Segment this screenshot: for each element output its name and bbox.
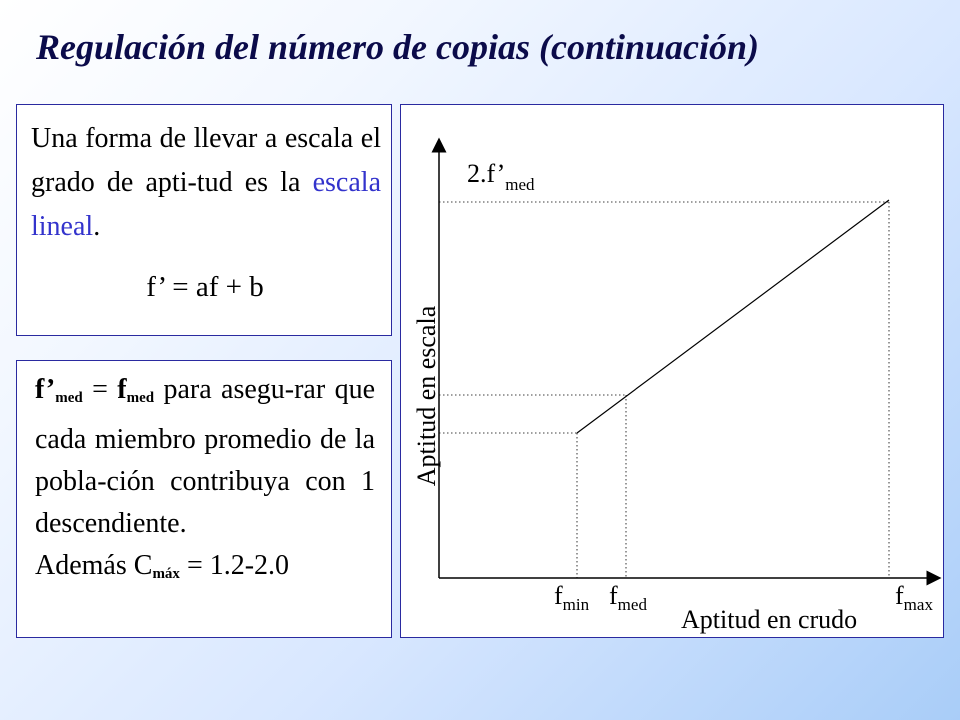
mean-condition-body: para asegu-rar que cada miembro promedio de la pobla-ción contribuya con 1 descendiente. bbox=[35, 374, 375, 539]
y-top-subscript: med bbox=[505, 175, 535, 194]
y-top-label bbox=[467, 159, 535, 195]
fmin-label bbox=[554, 581, 589, 615]
fmax-symbol: f bbox=[895, 581, 904, 610]
cmax-prefix: Además C bbox=[35, 550, 153, 581]
scaling-line bbox=[577, 200, 889, 433]
f-med-symbol: f bbox=[117, 374, 127, 405]
linear-scaling-intro: Una forma de llevar a escala el grado de apti-tud es la bbox=[31, 123, 381, 198]
linear-scaling-text bbox=[31, 117, 381, 249]
cmax-subscript: máx bbox=[152, 566, 180, 582]
fmin-subscript: min bbox=[562, 595, 590, 614]
linear-scaling-term: escala lineal bbox=[31, 167, 381, 242]
f-med-subscript: med bbox=[126, 390, 155, 406]
fmed-symbol: f bbox=[609, 581, 618, 610]
fmax-subscript: max bbox=[903, 595, 933, 614]
page-title: Regulación del número de copias (continuación) bbox=[36, 27, 760, 67]
fprime-med-symbol: f’ bbox=[35, 374, 56, 405]
mean-condition-text bbox=[35, 369, 375, 595]
fmin-symbol: f bbox=[554, 581, 563, 610]
fmed-subscript: med bbox=[617, 595, 647, 614]
linear-scaling-period: . bbox=[93, 211, 101, 242]
y-axis-label: Aptitud en escala bbox=[412, 305, 441, 487]
cmax-value: = 1.2-2.0 bbox=[179, 550, 290, 581]
y-top-symbol: 2.f’ bbox=[467, 159, 506, 188]
fmed-label bbox=[609, 581, 647, 615]
linear-formula: f’ = af + b bbox=[146, 271, 264, 303]
x-axis-label: Aptitud en crudo bbox=[681, 605, 858, 634]
linear-scaling-box bbox=[16, 104, 392, 336]
scaling-diagram-box bbox=[400, 104, 944, 638]
mean-condition-box bbox=[16, 360, 392, 638]
fprime-med-subscript: med bbox=[55, 390, 83, 406]
equals-sign: = bbox=[82, 374, 118, 405]
fmax-label bbox=[895, 581, 933, 615]
